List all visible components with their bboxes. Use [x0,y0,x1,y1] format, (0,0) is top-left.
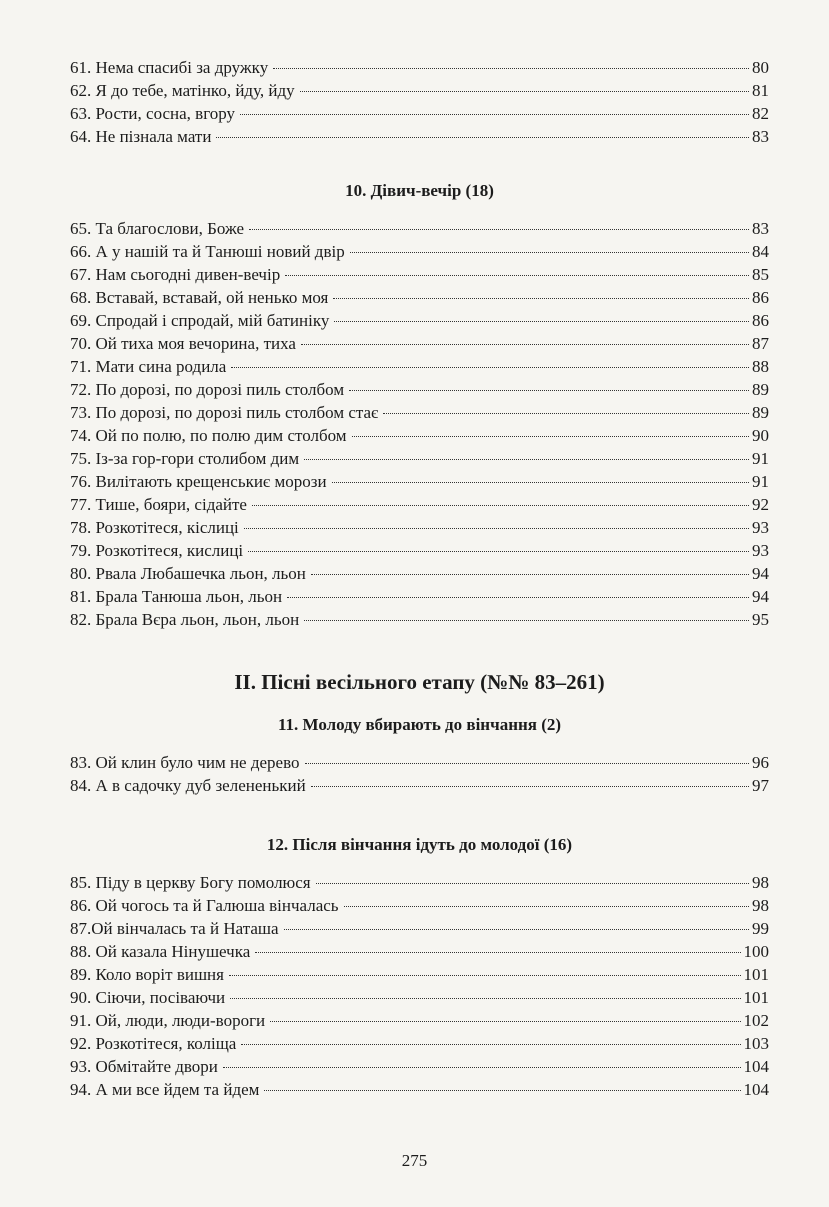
toc-entry [70,56,769,79]
dot-leader [304,459,749,460]
toc-entry-page: 88 [752,357,769,376]
dot-leader [311,574,749,575]
toc-entry [70,608,769,631]
toc-entry [70,378,769,401]
toc-entry-title: 87.Ой вінчалась та й Наташа [70,919,279,938]
dot-leader [344,906,749,907]
part-2-heading: II. Пісні весільного етапу (№№ 83–261) [234,670,605,694]
dot-leader [229,975,741,976]
toc-entry-page: 93 [752,541,769,560]
toc-entry [70,309,769,332]
toc-entry [70,355,769,378]
toc-entry-title: 80. Рвала Любашечка льон, льон [70,564,306,583]
dot-leader [273,68,749,69]
dot-leader [248,551,749,552]
toc-entry-page: 94 [752,587,769,606]
dot-leader [383,413,749,414]
toc-entry [70,751,769,774]
dot-leader [311,786,749,787]
toc-entry-title: 61. Нема спасибі за дружку [70,58,269,77]
toc-entry-page: 102 [743,1011,769,1030]
toc-entry-page: 81 [752,81,769,100]
section-10-heading: 10. Дівич-вечір (18) [345,181,494,200]
toc-entry-title: 69. Спродай і спродай, мій батиніку [70,311,330,330]
toc-entry-page: 101 [743,988,769,1007]
toc-entry-title: 70. Ой тиха моя вечорина, тиха [70,334,296,353]
dot-leader [270,1021,740,1022]
toc-entry [70,286,769,309]
toc-entry-page: 98 [752,873,769,892]
toc-entry [70,516,769,539]
dot-leader [223,1067,741,1068]
toc-entry-page: 89 [752,403,769,422]
toc-entry-title: 93. Обмітайте двори [70,1057,218,1076]
dot-leader [350,252,749,253]
dot-leader [249,229,749,230]
section-11-heading: 11. Молоду вбирають до вінчання (2) [277,715,562,734]
toc-entry-title: 82. Брала Вєра льон, льон, льон [70,610,300,629]
dot-leader [300,91,749,92]
dot-leader [240,114,749,115]
page-number: 275 [401,1151,428,1170]
toc-entry-page: 87 [752,334,769,353]
toc-entry [70,1078,769,1101]
dot-leader [352,436,749,437]
toc-entry-title: 73. По дорозі, по дорозі пиль столбом стає [70,403,379,422]
toc-entry-title: 86. Ой чогось та й Галюша вінчалась [70,896,339,915]
toc-entry-page: 103 [743,1034,769,1053]
dot-leader [301,344,749,345]
dot-leader [230,998,740,999]
toc-entry-title: 81. Брала Танюша льон, льон [70,587,283,606]
toc-entry [70,940,769,963]
toc-entry-page: 104 [743,1057,769,1076]
toc-entry [70,447,769,470]
toc-entry-page: 96 [752,753,769,772]
dot-leader [284,929,749,930]
toc-entry [70,539,769,562]
toc-entry-page: 100 [743,942,769,961]
dot-leader [332,482,749,483]
dot-leader [305,763,750,764]
toc-entry-page: 80 [752,58,769,77]
toc-entry [70,585,769,608]
dot-leader [304,620,749,621]
toc-entry-title: 78. Розкотітеся, кіслиці [70,518,239,537]
toc-entry-page: 86 [752,288,769,307]
toc-entry-title: 63. Рости, сосна, вгору [70,104,236,123]
toc-entry-page: 98 [752,896,769,915]
dot-leader [255,952,740,953]
toc-entry [70,79,769,102]
toc-entry-title: 65. Та благослови, Боже [70,219,245,238]
toc-entry [70,894,769,917]
toc-entry-title: 84. А в садочку дуб зелененький [70,776,306,795]
dot-leader [287,597,749,598]
toc-entry [70,562,769,585]
dot-leader [285,275,749,276]
toc-section-12 [70,871,769,1101]
toc-entry [70,470,769,493]
toc-entry [70,917,769,940]
toc-entry [70,1055,769,1078]
toc-group-1 [70,56,769,148]
toc-entry-page: 93 [752,518,769,537]
dot-leader [252,505,749,506]
toc-entry-page: 92 [752,495,769,514]
toc-entry-title: 94. А ми все йдем та йдем [70,1080,260,1099]
toc-entry-title: 77. Тише, бояри, сідайте [70,495,247,514]
toc-section-10 [70,217,769,631]
toc-entry [70,1032,769,1055]
toc-entry-title: 79. Розкотітеся, кислиці [70,541,244,560]
dot-leader [231,367,749,368]
toc-entry [70,125,769,148]
toc-entry-page: 104 [743,1080,769,1099]
toc-entry [70,240,769,263]
toc-page [70,56,769,1101]
toc-entry [70,774,769,797]
toc-entry-title: 68. Вставай, вставай, ой ненько моя [70,288,329,307]
toc-entry-title: 66. А у нашій та й Танюші новий двір [70,242,345,261]
toc-entry-page: 83 [752,219,769,238]
dot-leader [334,321,749,322]
toc-entry [70,493,769,516]
toc-entry-page: 97 [752,776,769,795]
toc-entry-title: 90. Сіючи, посіваючи [70,988,226,1007]
toc-entry-page: 89 [752,380,769,399]
toc-entry [70,1009,769,1032]
toc-entry-title: 92. Розкотітеся, коліща [70,1034,237,1053]
dot-leader [244,528,749,529]
toc-entry-page: 86 [752,311,769,330]
dot-leader [241,1044,740,1045]
toc-entry-title: 64. Не пізнала мати [70,127,212,146]
toc-entry-page: 91 [752,449,769,468]
toc-entry-page: 95 [752,610,769,629]
toc-entry-title: 75. Із-за гор-гори столибом дим [70,449,300,468]
toc-entry-page: 85 [752,265,769,284]
toc-section-11 [70,751,769,797]
toc-entry [70,217,769,240]
dot-leader [316,883,749,884]
toc-entry-page: 99 [752,919,769,938]
toc-entry-page: 94 [752,564,769,583]
toc-entry-title: 74. Ой по полю, по полю дим столбом [70,426,347,445]
toc-entry-title: 88. Ой казала Нінушечка [70,942,251,961]
toc-entry [70,986,769,1009]
toc-entry-title: 62. Я до тебе, матінко, йду, йду [70,81,295,100]
toc-entry-page: 83 [752,127,769,146]
toc-entry [70,102,769,125]
toc-entry-title: 91. Ой, люди, люди-вороги [70,1011,266,1030]
toc-entry [70,424,769,447]
dot-leader [333,298,749,299]
toc-entry [70,963,769,986]
toc-entry-page: 101 [743,965,769,984]
toc-entry [70,401,769,424]
toc-entry-title: 72. По дорозі, по дорозі пиль столбом [70,380,345,399]
section-12-heading: 12. Після вінчання ідуть до молодої (16) [266,835,573,854]
dot-leader [216,137,749,138]
toc-entry [70,871,769,894]
toc-entry-page: 90 [752,426,769,445]
toc-entry [70,332,769,355]
toc-entry-title: 85. Піду в церкву Богу помолюся [70,873,311,892]
toc-entry-page: 91 [752,472,769,491]
toc-entry-title: 71. Мати сина родила [70,357,227,376]
dot-leader [264,1090,740,1091]
toc-entry-page: 84 [752,242,769,261]
toc-entry-page: 82 [752,104,769,123]
dot-leader [349,390,749,391]
toc-entry-title: 83. Ой клин було чим не дерево [70,753,300,772]
toc-entry-title: 76. Вилітають крещенськиє морози [70,472,327,491]
toc-entry-title: 89. Коло воріт вишня [70,965,224,984]
toc-entry [70,263,769,286]
toc-entry-title: 67. Нам сьогодні дивен-вечір [70,265,281,284]
